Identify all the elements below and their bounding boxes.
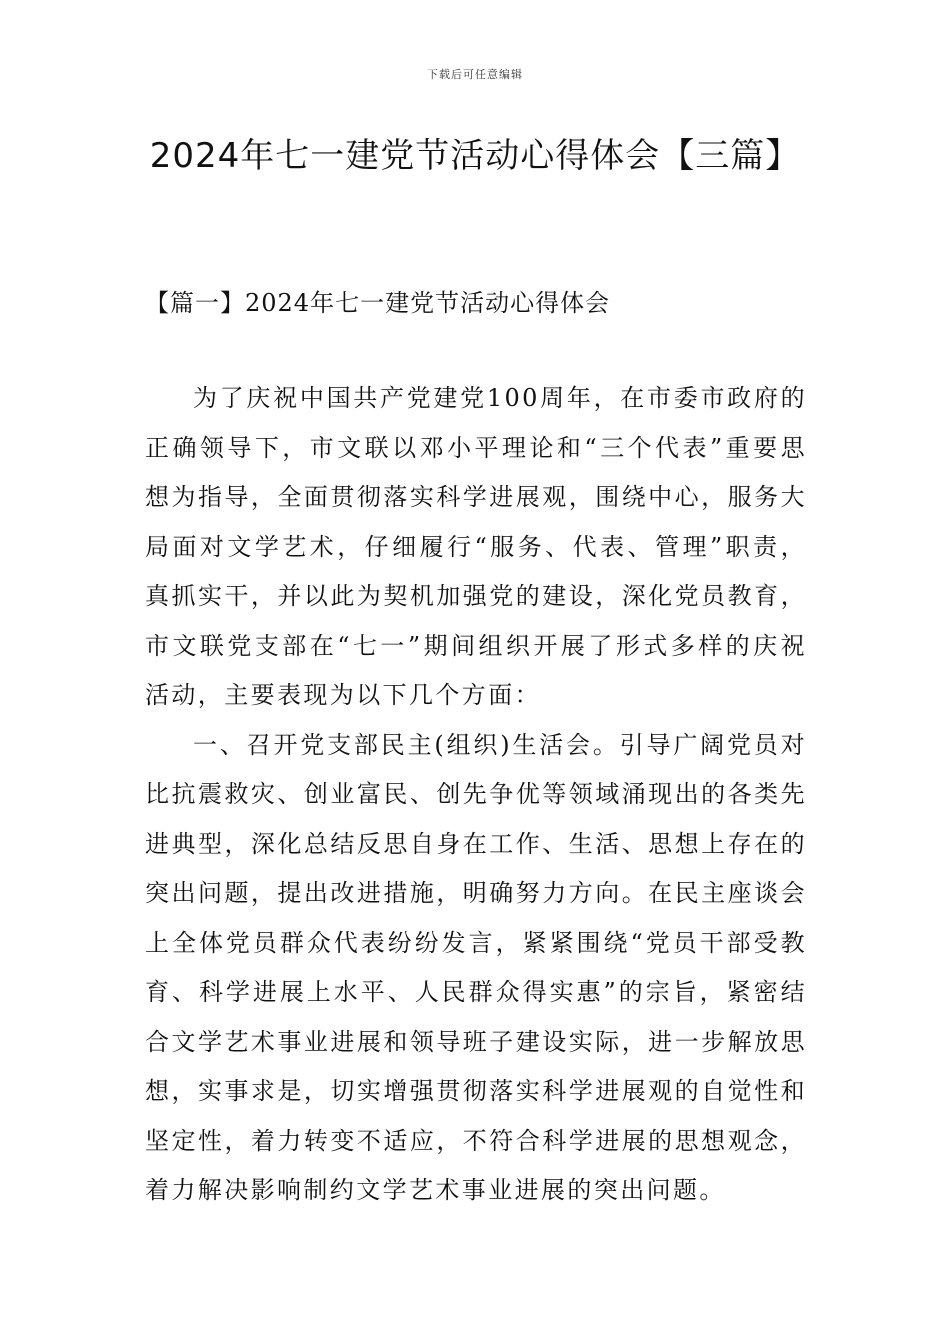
header-note: 下载后可任意编辑 [427, 68, 523, 81]
document-title: 2024年七一建党节活动心得体会【三篇】 [149, 136, 801, 176]
paragraph: 一、召开党支部民主(组织)生活会。引导广阔党员对比抗震救灾、创业富民、创先争优等领域涌现出的各类先进典型，深化总结反思自身在工作、生活、思想上存在的突出问题，提出改进措施，明确努力方向。在民主座谈会上全体党员群众代表纷纷发言，紧紧围绕“党员干部受教育、科学进展上水平、人民群众得实惠”的宗旨，紧密结合文学艺术事业进展和领导班子建设实际，进一步解放思想，实事求是，切实增强贯彻落实科学进展观的自觉性和坚定性，着力转变不适应，不符合科学进展的思想观念，着力解决影响制约文学艺术事业进展的突出问题。 [145, 730, 807, 1204]
section-body [145, 374, 807, 1216]
paragraph: 为了庆祝中国共产党建党100周年，在市委市政府的正确领导下，市文联以邓小平理论和“三个代表”重要思想为指导，全面贯彻落实科学进展观，围绕中心，服务大局面对文学艺术，仔细履行“服务、代表、管理”职责，真抓实干，并以此为契机加强党的建设，深化党员教育，市文联党支部在“七一”期间组织开展了形式多样的庆祝活动，主要表现为以下几个方面： [145, 384, 807, 709]
section-heading: 【篇一】2024年七一建党节活动心得体会 [145, 289, 611, 317]
